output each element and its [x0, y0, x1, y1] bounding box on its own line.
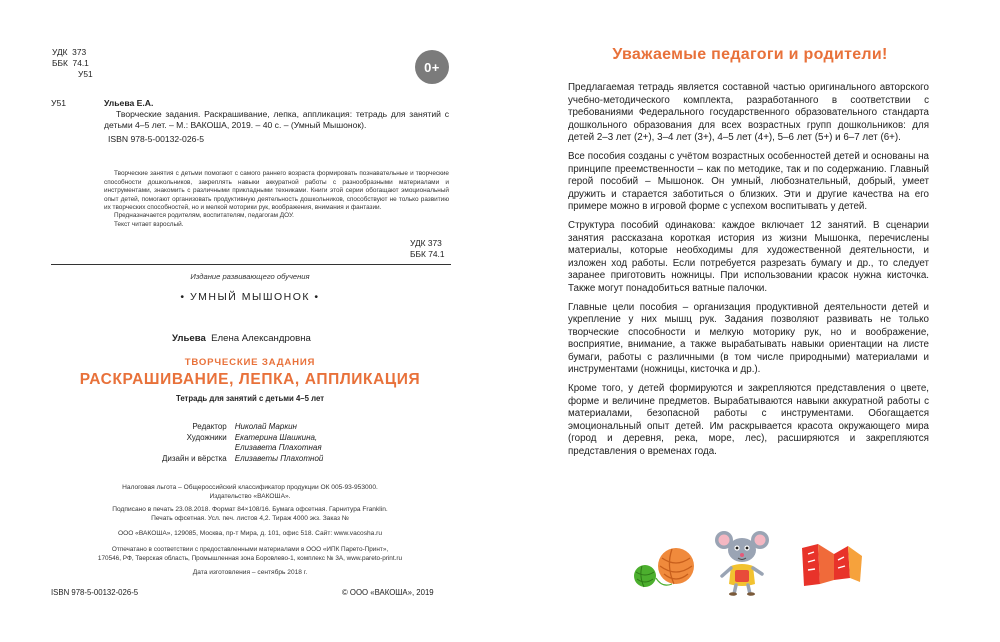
credits-table	[160, 422, 325, 464]
isbn-line: ISBN 978-5-00132-026-5	[108, 134, 205, 144]
credit-name: Екатерина Шашкина,	[234, 432, 318, 442]
bibliographic-block	[104, 98, 449, 145]
manufacture-date: Дата изготовления – сентябрь 2018 г.	[192, 569, 308, 576]
author-given-names: Елена Александровна	[211, 333, 311, 344]
credit-role	[160, 443, 233, 454]
divider-line	[51, 264, 451, 265]
author-full	[172, 333, 311, 344]
book-main-title: РАСКРАШИВАНИЕ, ЛЕПКА, АППЛИКАЦИЯ	[79, 371, 421, 388]
print-line-1: Подписано в печать 23.08.2018. Формат 84×108/16. Бумага офсетная. Гарнитура Franklin.	[112, 506, 388, 513]
yarn-balls-illustration	[632, 538, 704, 594]
printer-line-2: 170546, РФ, Тверская область, Промышленная зона Боровлево-1, комплекс № 3А, www.pareto-print.ru	[97, 554, 403, 562]
cutter-code-top: У51	[78, 69, 93, 79]
udk-label: УДК	[52, 47, 68, 57]
copyright: © ООО «ВАКОША», 2019	[342, 588, 434, 597]
green-yarn-ball	[634, 565, 656, 587]
credit-role: Дизайн и вёрстка	[162, 453, 227, 463]
credit-row	[160, 443, 325, 454]
udk-bottom: УДК 373	[410, 238, 442, 248]
author-surname: Ульева	[172, 333, 206, 344]
printer-info	[0, 546, 500, 563]
credit-role: Редактор	[192, 422, 227, 431]
credit-row	[160, 433, 325, 444]
credit-row	[160, 422, 325, 433]
paragraph: Кроме того, у детей формируются и закрепляются представления о цвете, форме и величине предметов. Вырабатываются навыки аккуратной работы с материалами, безопасной работы с инструментами. Обогащается эмоциональный опыт детей. Им раскрывается красота окружающего мира (город и деревня, река, море, лес), расширяются и закрепляются представления о временах года.	[568, 383, 929, 458]
credit-name: Елизаветы Плахотной	[234, 453, 324, 463]
bib-description: Творческие задания. Раскрашивание, лепка, аппликация: тетрадь для занятий с детьми 4–5 лет. – М.: ВАКОША, 2019. – 40 с. – (Умный Мышонок).	[104, 109, 449, 130]
edition-type: Издание развивающего обучения	[190, 272, 310, 281]
credit-name: Николай Маркин	[234, 422, 297, 431]
paragraph: Предлагаемая тетрадь является составной частью оригинального авторского учебно-методического комплекта, разработанного в соответствии с требованиями Федерального государственного образовательного стандарта дошкольного образования для всех возрастных групп дошкольников: для детей 2–3 лет (2+), 3–4 лет (3+), 4–5 лет (4+), 5–6 лет (5+) и 6–7 лет (6+).	[568, 82, 929, 144]
tax-line-2: Издательство «ВАКОША».	[209, 492, 291, 500]
catalog-codes-bottom	[410, 238, 470, 260]
tax-info	[0, 484, 500, 501]
print-line-2: Печать офсетная. Усл. печ. листов 4,2. Тираж 4000 экз. Заказ №	[151, 514, 349, 522]
publisher-address: ООО «ВАКОША», 129085, Москва, пр-т Мира, д. 101, офис 518. Сайт: www.vacosha.ru	[117, 530, 383, 537]
paragraph: Главные цели пособия – организация продуктивной деятельности детей и укрепление у них мышц рук. Задания позволяют развивать не только творческие способности и мелкую моторику рук, но и воображение, восприятие, внимание, а также вырабатывать навыки ориентации на листе бумаги, работы с различными (в том числе природными) материалами и инструментами (ножницы, кисточка и др.).	[568, 301, 929, 376]
printer-line-1: Отпечатано в соответствии с предоставленными материалами в ООО «ИПК Парето-Принт»,	[111, 546, 389, 553]
isbn-bottom: ISBN 978-5-00132-026-5	[51, 588, 139, 597]
annotation-text: Творческие занятия с детьми помогают с самого раннего возраста формировать познавательные и творческие способности дошкольников, закреплять навыки аккуратной работы с разнообразными материалами и инструментами, знакомить с различными прикладными техниками. Книги этой серии обогащают эмоциональный опыт детей, помогают организовать продуктивную деятельность дошкольников, способствуют не только развитию их творческих способностей, но и мелкой моторики рук, воображения, внимания и фантазии.	[104, 170, 449, 212]
tax-line-1: Налоговая льгота – Общероссийский классификатор продукции ОК 005-93-953000.	[122, 484, 378, 491]
reader-note: Текст читает взрослый.	[114, 221, 184, 228]
print-info	[0, 506, 500, 523]
intro-text	[568, 82, 929, 465]
author-short: Ульева Е.А.	[104, 98, 154, 108]
catalog-codes-top	[52, 47, 112, 80]
audience-text: Предназначается родителям, воспитателям, педагогам ДОУ.	[114, 212, 294, 219]
mouse-character-illustration	[714, 528, 770, 596]
right-page	[500, 0, 1000, 642]
page-heading: Уважаемые педагоги и родители!	[612, 46, 888, 63]
age-rating-badge: 0+	[415, 50, 449, 84]
paragraph: Структура пособий одинакова: каждое включает 12 занятий. В сценарии занятия рассказана короткая история из жизни Мышонка, перечислены материалы, которые необходимы для художественной деятельности, и изложен ход работы. Если потребуется разрезать бумагу и др., то следует заранее приготовить ножницы. При использовании красок нужна кисточка. Также могут понадобиться ватные палочки.	[568, 219, 929, 294]
udk-value: 373	[72, 47, 87, 57]
subtitle-creative-tasks: ТВОРЧЕСКИЕ ЗАДАНИЯ	[184, 357, 316, 368]
credit-name: Елизавета Плахотная	[234, 443, 322, 452]
bbk-value: 74.1	[72, 58, 89, 68]
bbk-bottom: ББК 74.1	[410, 249, 445, 259]
paper-strips-illustration	[800, 540, 864, 590]
series-title: • УМНЫЙ МЫШОНОК •	[180, 291, 320, 303]
workbook-line: Тетрадь для занятий с детьми 4–5 лет	[175, 394, 325, 403]
credit-row	[160, 454, 325, 465]
cutter-code-left: У51	[51, 98, 67, 108]
bbk-label: ББК	[52, 58, 68, 68]
paragraph: Все пособия созданы с учётом возрастных особенностей детей и основаны на принципе преемственности – как по методике, так и по содержанию. Главный герой пособий – Мышонок. Он умный, любознательный, добрый, умеет дружить и старается заботиться о близких. Эти и другие качества на его примере можно в игровой форме с успехом воспитывать у детей.	[568, 150, 929, 213]
credit-role: Художники	[186, 432, 227, 442]
